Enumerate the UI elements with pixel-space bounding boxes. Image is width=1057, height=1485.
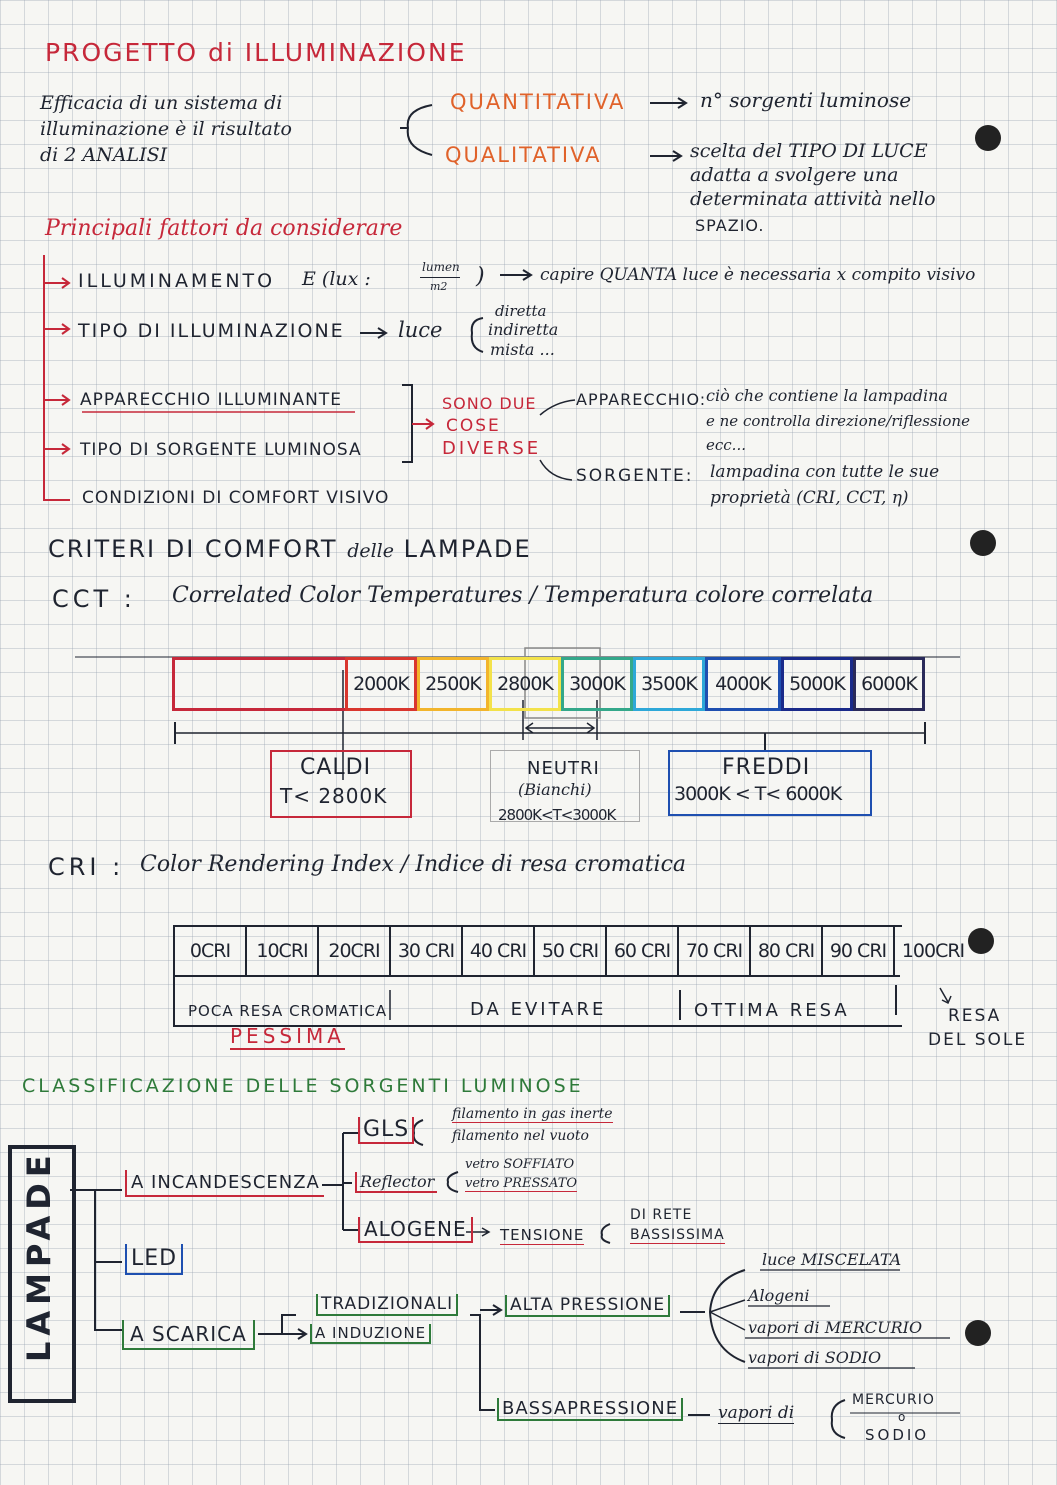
unit-numerator: lumen <box>422 260 460 274</box>
cri-cell: 60 CRI <box>607 927 679 975</box>
factor-sorgente: TIPO DI SORGENTE LUMINOSA <box>80 440 362 460</box>
light-label: luce <box>398 318 443 342</box>
apparecchio-label: APPARECCHIO: <box>576 390 707 409</box>
cct-cell: 2800K <box>489 657 561 711</box>
cct-cell: 3000K <box>561 657 633 711</box>
cri-cell: 70 CRI <box>679 927 751 975</box>
apparecchio-desc-3: ecc... <box>706 436 746 454</box>
bassa-opt-2: o <box>898 1410 907 1424</box>
cri-great: OTTIMA RESA <box>694 1000 850 1021</box>
qualitative-desc-3: determinata attività nello <box>690 188 936 210</box>
alta-opt-1: luce MISCELATA <box>762 1250 902 1269</box>
alta-opt-4: vapori di SODIO <box>748 1348 882 1367</box>
factor-apparecchio: APPARECCHIO ILLUMINANTE <box>80 390 342 410</box>
unit-close: ) <box>476 264 485 289</box>
unit-denominator: m2 <box>430 280 448 293</box>
fraction-bar <box>420 277 460 278</box>
binder-hole <box>968 928 994 954</box>
cold-label: FREDDI <box>722 755 811 780</box>
classif-heading: CLASSIFICAZIONE DELLE SORGENTI LUMINOSE <box>22 1075 584 1097</box>
cri-label: CRI : <box>48 853 125 881</box>
factor-illuminamento-desc: capire QUANTA luce è necessaria x compito visivo <box>540 265 976 285</box>
cri-cell: 50 CRI <box>535 927 607 975</box>
cri-cell: 90 CRI <box>823 927 895 975</box>
cct-cell: 5000K <box>781 657 853 711</box>
cct-label: CCT : <box>52 585 136 613</box>
cct-cell: 4000K <box>705 657 781 711</box>
binder-hole <box>965 1320 991 1346</box>
cri-sun-2: DEL SOLE <box>928 1030 1028 1050</box>
alta-opt-2: Alogeni <box>748 1286 810 1305</box>
cri-cell: 0CRI <box>175 927 247 975</box>
cri-cell: 30 CRI <box>391 927 463 975</box>
cct-cell-warm-empty <box>172 657 348 711</box>
node-alogene: ALOGENE <box>358 1217 473 1243</box>
sorgente-desc-2: proprietà (CRI, CCT, η) <box>710 488 909 508</box>
cct-text: Correlated Color Temperatures / Temperatura colore correlata <box>172 583 874 608</box>
efficacy-line-3: di 2 ANALISI <box>40 144 168 166</box>
comfort-heading-c: LAMPADE <box>403 535 532 563</box>
quantitative-desc: n° sorgenti luminose <box>700 88 912 112</box>
cri-poor-2: PESSIMA <box>230 1024 345 1048</box>
lampade-label: LAMPADE <box>20 1149 58 1362</box>
cri-cell: 100CRI <box>901 940 965 962</box>
node-reflector: Reflector <box>355 1172 437 1193</box>
diff-note-1: SONO DUE <box>442 394 537 413</box>
node-led: LED <box>125 1244 183 1275</box>
light-opt-mista: mista ... <box>490 340 555 359</box>
factor-comfort: CONDIZIONI DI COMFORT VISIVO <box>82 488 390 508</box>
cct-cell: 2500K <box>417 657 489 711</box>
cri-poor: POCA RESA CROMATICA <box>188 1002 388 1020</box>
gls-opt-2: filamento nel vuoto <box>452 1128 589 1144</box>
comfort-heading-a: CRITERI DI COMFORT <box>48 535 338 563</box>
cct-cell: 6000K <box>853 657 925 711</box>
alta-opt-3: vapori di MERCURIO <box>748 1318 923 1337</box>
factor-illuminamento-unit: E (lux : <box>302 268 371 290</box>
cri-cell: 10CRI <box>247 927 319 975</box>
node-gls: GLS <box>358 1117 414 1144</box>
efficacy-line-2: illuminazione è il risultato <box>40 118 292 140</box>
sorgente-desc-1: lampadina con tutte le sue <box>710 462 940 482</box>
cri-sun-1: RESA <box>948 1006 1002 1026</box>
neutral-sub: (Bianchi) <box>518 780 592 799</box>
node-scarica: A SCARICA <box>122 1320 255 1350</box>
cct-cell: 3500K <box>633 657 705 711</box>
qualitative-label: QUALITATIVA <box>445 143 602 167</box>
bassa-opt-3: SODIO <box>865 1426 930 1444</box>
factor-tipo-illuminazione: TIPO DI ILLUMINAZIONE <box>78 320 345 342</box>
diff-note-3: DIVERSE <box>442 438 542 459</box>
refl-opt-2: vetro PRESSATO <box>465 1176 578 1191</box>
apparecchio-desc-1: ciò che contiene la lampadina <box>706 386 948 405</box>
qualitative-desc-4: SPAZIO. <box>695 216 765 235</box>
cri-text: Color Rendering Index / Indice di resa cromatica <box>140 852 687 877</box>
diff-note-2: COSE <box>446 416 501 436</box>
tens-opt-1: DI RETE <box>630 1207 693 1223</box>
cold-range: 3000K < T< 6000K <box>674 783 842 805</box>
comfort-heading-b: delle <box>347 540 394 562</box>
qualitative-desc-1: scelta del TIPO DI LUCE <box>690 140 928 162</box>
light-opt-diretta: diretta <box>495 302 547 320</box>
vapori-label: vapori di <box>718 1403 795 1423</box>
warm-range: T< 2800K <box>280 784 388 808</box>
qualitative-desc-2: adatta a svolgere una <box>690 164 899 186</box>
node-induzione: A INDUZIONE <box>310 1324 431 1344</box>
neutral-label: NEUTRI <box>527 758 600 779</box>
cri-scale-divider <box>173 975 900 977</box>
tens-opt-2: BASSISSIMA <box>630 1227 725 1243</box>
light-opt-indiretta: indiretta <box>488 320 559 339</box>
bassa-opt-1: MERCURIO <box>852 1392 935 1408</box>
apparecchio-desc-2: e ne controlla direzione/riflessione <box>706 412 970 430</box>
page-title: PROGETTO di ILLUMINAZIONE <box>45 38 467 67</box>
node-alta-pressione: ALTA PRESSIONE <box>505 1295 670 1317</box>
node-tradizionali: TRADIZIONALI <box>316 1294 458 1316</box>
tensione-label: TENSIONE <box>500 1226 585 1244</box>
binder-hole <box>975 125 1001 151</box>
cri-avoid: DA EVITARE <box>470 999 607 1020</box>
binder-hole <box>970 530 996 556</box>
comfort-heading <box>48 535 532 563</box>
factor-illuminamento: ILLUMINAMENTO <box>78 270 276 292</box>
node-bassa-pressione: BASSAPRESSIONE <box>497 1398 683 1421</box>
cri-cell: 20CRI <box>319 927 391 975</box>
quantitative-label: QUANTITATIVA <box>450 90 626 114</box>
sorgente-label: SORGENTE: <box>576 466 694 486</box>
warm-label: CALDI <box>300 755 372 780</box>
neutral-range: 2800K<T<3000K <box>498 806 616 824</box>
refl-opt-1: vetro SOFFIATO <box>465 1157 575 1172</box>
node-incandescenza: A INCANDESCENZA <box>125 1170 324 1197</box>
gls-opt-1: filamento in gas inerte <box>452 1106 613 1122</box>
factors-heading: Principali fattori da considerare <box>45 216 403 241</box>
cri-cell: 40 CRI <box>463 927 535 975</box>
cri-cell: 80 CRI <box>751 927 823 975</box>
efficacy-line-1: Efficacia di un sistema di <box>40 92 283 114</box>
cct-cell: 2000K <box>345 657 417 711</box>
